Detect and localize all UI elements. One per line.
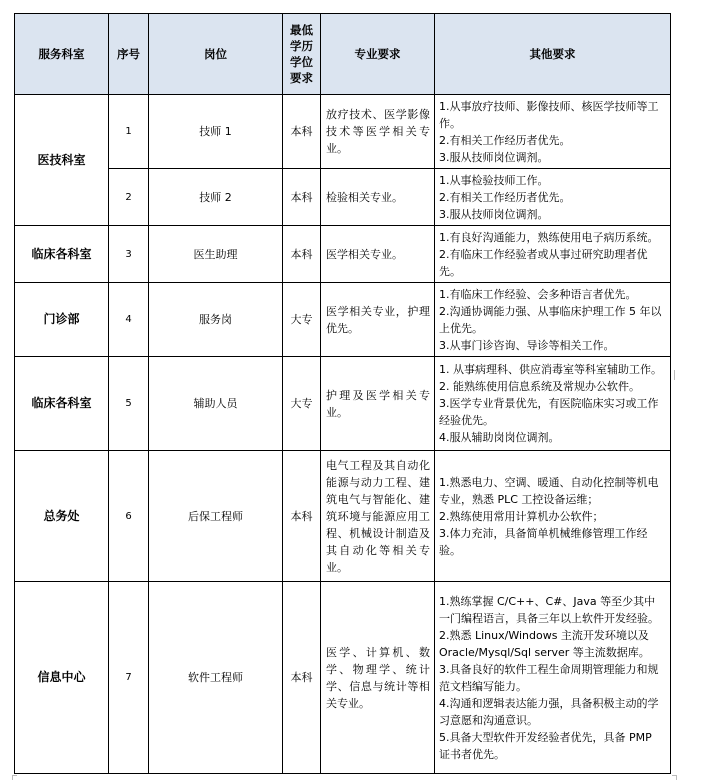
requirements-cell bbox=[435, 226, 671, 283]
requirement-item: 2.熟悉 Linux/Windows 主流开发环境以及 Oracle/Mysql/Sql server 等主流数据库。 bbox=[439, 628, 650, 659]
major-cell: 医学、计算机、数学、物理学、统计学、信息与统计等相关专业。 bbox=[321, 582, 435, 774]
requirements-cell bbox=[435, 283, 671, 357]
requirement-item: 2.沟通协调能力强、从事临床护理工作 5 年以上优先。 bbox=[439, 304, 662, 335]
requirement-item: 2.有相关工作经历者优先。 bbox=[439, 190, 571, 204]
edu-cell: 本科 bbox=[283, 95, 321, 169]
requirement-item: 1.从事检验技师工作。 bbox=[439, 173, 549, 187]
major-cell: 检验相关专业。 bbox=[321, 169, 435, 226]
edu-cell: 大专 bbox=[283, 283, 321, 357]
no-cell: 1 bbox=[109, 95, 149, 169]
header-no: 序号 bbox=[109, 14, 149, 95]
requirements-cell bbox=[435, 95, 671, 169]
edu-cell: 本科 bbox=[283, 226, 321, 283]
post-cell: 技师 1 bbox=[149, 95, 283, 169]
no-cell: 5 bbox=[109, 357, 149, 451]
header-major: 专业要求 bbox=[321, 14, 435, 95]
header-post: 岗位 bbox=[149, 14, 283, 95]
requirement-item: 2. 能熟练使用信息系统及常规办公软件。 bbox=[439, 380, 640, 393]
post-cell: 软件工程师 bbox=[149, 582, 283, 774]
requirement-item: 3.体力充沛，具备简单机械维修管理工作经验。 bbox=[439, 526, 648, 557]
major-cell: 医学相关专业。 bbox=[321, 226, 435, 283]
requirements-cell bbox=[435, 357, 671, 451]
requirements-cell bbox=[435, 582, 671, 774]
requirement-item: 4.服从辅助岗岗位调剂。 bbox=[439, 431, 560, 444]
header-other: 其他要求 bbox=[435, 14, 671, 95]
requirement-item: 2.有临床工作经验者或从事过研究助理者优先。 bbox=[439, 247, 648, 278]
major-cell: 护理及医学相关专业。 bbox=[321, 357, 435, 451]
edu-cell: 本科 bbox=[283, 169, 321, 226]
requirement-item: 1.熟练掌握 C/C++、C#、Java 等至少其中一门编程语言，具备三年以上软件开发经验。 bbox=[439, 594, 659, 625]
post-cell: 服务岗 bbox=[149, 283, 283, 357]
post-cell: 辅助人员 bbox=[149, 357, 283, 451]
requirements-cell bbox=[435, 169, 671, 226]
post-cell: 技师 2 bbox=[149, 169, 283, 226]
table-header-row bbox=[15, 14, 671, 95]
requirement-item: 3.服从技师岗位调剂。 bbox=[439, 150, 549, 164]
requirement-item: 3.具备良好的软件工程生命周期管理能力和规范文档编写能力。 bbox=[439, 662, 659, 693]
post-cell: 后保工程师 bbox=[149, 451, 283, 582]
dept-cell: 总务处 bbox=[15, 451, 109, 582]
page-corner-mark-right bbox=[672, 775, 677, 780]
requirement-item: 2.熟练使用常用计算机办公软件； bbox=[439, 509, 604, 523]
table-row bbox=[15, 169, 671, 226]
no-cell: 3 bbox=[109, 226, 149, 283]
requirement-item: 5.具备大型软件开发经验者优先，具备 PMP 证书者优先。 bbox=[439, 730, 652, 761]
edu-cell: 本科 bbox=[283, 451, 321, 582]
requirements-cell bbox=[435, 451, 671, 582]
post-cell: 医生助理 bbox=[149, 226, 283, 283]
major-cell: 医学相关专业，护理优先。 bbox=[321, 283, 435, 357]
requirement-item: 1. 从事病理科、供应消毒室等科室辅助工作。 bbox=[439, 363, 662, 376]
dept-cell: 信息中心 bbox=[15, 582, 109, 774]
table-row bbox=[15, 226, 671, 283]
page-edge-mark bbox=[670, 370, 675, 380]
edu-cell: 本科 bbox=[283, 582, 321, 774]
page-corner-mark-left bbox=[12, 775, 17, 780]
no-cell: 6 bbox=[109, 451, 149, 582]
table-row bbox=[15, 95, 671, 169]
major-cell: 电气工程及其自动化能源与动力工程、建筑电气与智能化、建筑环境与能源应用工程、机械设计制造及其自动化等相关专业。 bbox=[321, 451, 435, 582]
recruitment-table bbox=[14, 13, 671, 774]
requirement-item: 1.从事放疗技师、影像技师、核医学技师等工作。 bbox=[439, 99, 659, 130]
dept-cell: 临床各科室 bbox=[15, 226, 109, 283]
table-row bbox=[15, 582, 671, 774]
table-row bbox=[15, 283, 671, 357]
header-edu: 最低学历学位要求 bbox=[283, 14, 321, 95]
table-row bbox=[15, 451, 671, 582]
edu-cell: 大专 bbox=[283, 357, 321, 451]
dept-cell: 医技科室 bbox=[15, 95, 109, 226]
no-cell: 4 bbox=[109, 283, 149, 357]
requirement-item: 1.熟悉电力、空调、暖通、自动化控制等机电专业，熟悉 PLC 工控设备运维； bbox=[439, 475, 659, 506]
no-cell: 2 bbox=[109, 169, 149, 226]
requirement-item: 1.有临床工作经验、会多种语言者优先。 bbox=[439, 287, 637, 301]
header-dept: 服务科室 bbox=[15, 14, 109, 95]
requirement-item: 3.服从技师岗位调剂。 bbox=[439, 207, 549, 221]
table-row bbox=[15, 357, 671, 451]
no-cell: 7 bbox=[109, 582, 149, 774]
dept-cell: 门诊部 bbox=[15, 283, 109, 357]
requirement-item: 3.从事门诊咨询、导诊等相关工作。 bbox=[439, 338, 615, 352]
requirement-item: 1.有良好沟通能力，熟练使用电子病历系统。 bbox=[439, 230, 659, 244]
requirement-item: 2.有相关工作经历者优先。 bbox=[439, 133, 571, 147]
requirement-item: 4.沟通和逻辑表达能力强，具备积极主动的学习意愿和沟通意识。 bbox=[439, 696, 659, 727]
major-cell: 放疗技术、医学影像技术等医学相关专业。 bbox=[321, 95, 435, 169]
requirement-item: 3.医学专业背景优先，有医院临床实习或工作经验优先。 bbox=[439, 397, 659, 427]
dept-cell: 临床各科室 bbox=[15, 357, 109, 451]
